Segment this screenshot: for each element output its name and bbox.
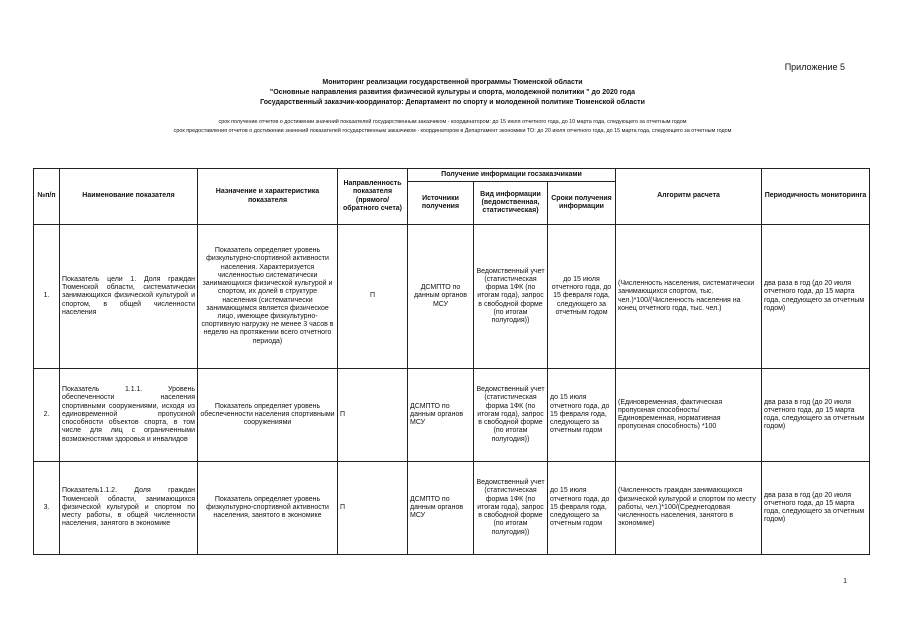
table-row xyxy=(34,369,870,462)
info-type: Ведомственный учет (статистическая форма 1ФК (по итогам года), запрос в свободной форме (по итогам полугодия)) xyxy=(474,369,548,462)
monitoring-table xyxy=(33,168,870,555)
header-algorithm: Алгоритм расчета xyxy=(616,169,762,225)
table-row xyxy=(34,225,870,369)
indicator-purpose xyxy=(198,225,338,369)
row-num: 1. xyxy=(34,225,60,369)
calc-algorithm: (Численность населения, систематически занимающихся спортом, тыс. чел.)*100/(Численность населения на конец отчетного года, тыс. чел.) xyxy=(616,225,762,369)
calc-algorithm: (Численность граждан занимающихся физической культурой и спортом по месту работы, чел.)*100/(Среднегодовая численность населения, занятого в экономике) xyxy=(616,462,762,555)
info-sources: ДСМПТО по данным органов МСУ xyxy=(408,225,474,369)
term-line: срок получение отчетов о достижении значений показателей государственным заказчиком - координатором: до 15 июля отчетного года, до 10 марта года, следующего за отчетным годом xyxy=(218,119,687,125)
info-type: Ведомственный учет (статистическая форма 1ФК (по итогам года), запрос в свободной форме (по итогам полугодия)) xyxy=(474,462,548,555)
header-purpose: Назначение и характеристика показателя xyxy=(198,169,338,225)
indicator-direction: П xyxy=(338,462,408,555)
info-terms: до 15 июля отчетного года, до 15 февраля года, следующего за отчетным годом xyxy=(548,462,616,555)
reporting-terms xyxy=(0,118,905,136)
header-info-group: Получение информации госзаказчиками xyxy=(408,169,616,182)
header-name: Наименование показателя xyxy=(60,169,198,225)
title-line: "Основные направления развития физической культуры и спорта, молодежной политики " до 2020 года xyxy=(269,89,636,96)
purpose-text: Показатель определяет уровень физкультурно-спортивной активности населения. Характеризуется численностью систематически занимающихся физической культурой и спортом, их долей в структуре населения (систематически занимающимся является физическое лицо, имеющее физкультурно-спортивную нагрузку не менее 3 часов в неделю на протяжении всего отчетного периода) xyxy=(201,247,334,345)
document-title xyxy=(0,78,905,108)
info-type: Ведомственный учет (статистическая форма 1ФК (по итогам года), запрос в свободной форме (по итогам полугодия)) xyxy=(474,225,548,369)
header-info-type: Вид информации (ведомственная, статистическая) xyxy=(474,182,548,225)
indicator-name: Показатель1.1.2. Доля граждан Тюменской области, занимающихся физической культурой и спортом по месту работы, в общей численности населения, занятого в экономике xyxy=(60,462,198,555)
monitoring-period: два раза в год (до 20 июля отчетного года, до 15 марта года, следующего за отчетным годом) xyxy=(762,225,870,369)
header-sources: Источники получения xyxy=(408,182,474,225)
title-line: Государственный заказчик-координатор: Департамент по спорту и молодежной политике Тюменской области xyxy=(260,99,645,106)
calc-algorithm: (Единовременная, фактическая пропускная способность/ Единовременная, нормативная пропускная способность) *100 xyxy=(616,369,762,462)
title-line: Мониторинг реализации государственной программы Тюменской области xyxy=(322,79,583,86)
indicator-purpose: Показатель определяет уровень обеспеченности населения спортивными сооружениями xyxy=(198,369,338,462)
row-num: 2. xyxy=(34,369,60,462)
page-number: 1 xyxy=(843,578,847,585)
indicator-name: Показатель 1.1.1. Уровень обеспеченности населения спортивными сооружениями, исходя из единовременной пропускной способности объектов спорта, в том числе для лиц с ограниченными возможностями здоровья и инвалидов xyxy=(60,369,198,462)
appendix-label: Приложение 5 xyxy=(784,62,845,72)
info-sources: ДСМПТО по данным органов МСУ xyxy=(408,369,474,462)
row-num: 3. xyxy=(34,462,60,555)
header-terms: Сроки получения информации xyxy=(548,182,616,225)
monitoring-period: два раза в год (до 20 июля отчетного года, до 15 марта года, следующего за отчетным годом) xyxy=(762,462,870,555)
term-line: срок предоставления отчетов о достижении значений показателей государственным заказчиком - координатором в Департамент экономики ТО: до 20 июля отчетного года, до 15 марта года, следующего за отчетным годом xyxy=(173,128,732,134)
info-sources: ДСМПТО по данным органов МСУ xyxy=(408,462,474,555)
indicator-name: Показатель цели 1. Доля граждан Тюменской области, систематически занимающихся физической культурой и спортом, в общей численности населения xyxy=(60,225,198,369)
info-terms: до 15 июля отчетного года, до 15 февраля года, следующего за отчетным годом xyxy=(548,369,616,462)
indicator-direction: П xyxy=(338,369,408,462)
monitoring-period: два раза в год (до 20 июля отчетного года, до 15 марта года, следующего за отчетным годом) xyxy=(762,369,870,462)
info-terms: до 15 июля отчетного года, до 15 февраля года, следующего за отчетным годом xyxy=(548,225,616,369)
header-direction: Направленность показателя (прямого/ обратного счета) xyxy=(338,169,408,225)
header-period: Периодичность мониторинга xyxy=(762,169,870,225)
table-row xyxy=(34,462,870,555)
indicator-direction: П xyxy=(338,225,408,369)
header-num: №п/п xyxy=(34,169,60,225)
indicator-purpose: Показатель определяет уровень физкультурно-спортивной активности населения, занятого в экономике xyxy=(198,462,338,555)
